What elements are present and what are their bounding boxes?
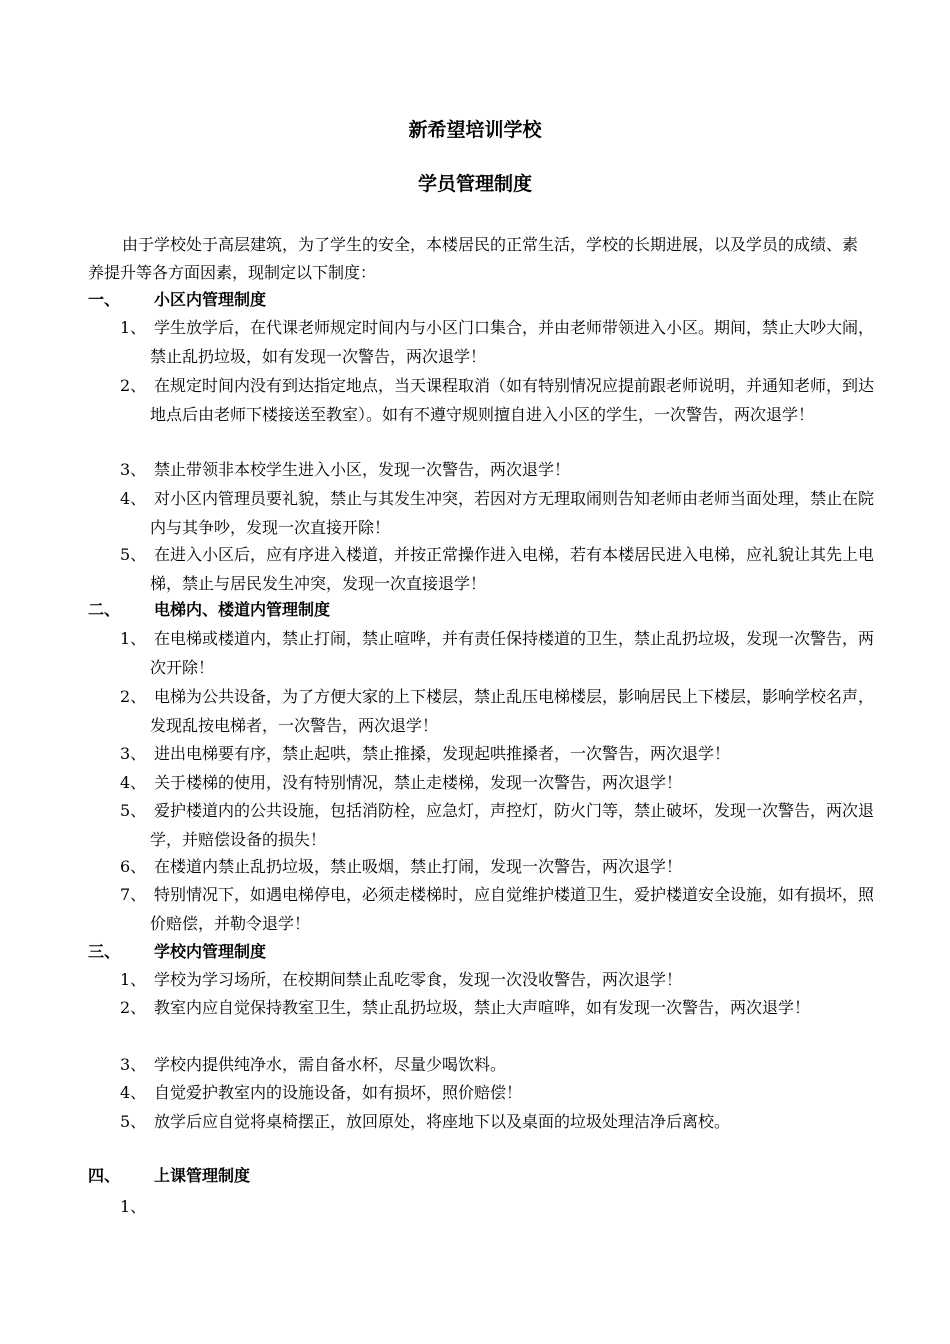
list-item [120,993,880,1022]
section-heading-1 [88,288,266,312]
list-item [120,852,880,881]
item-text: 自觉爱护教室内的设施设备，如有损坏，照价赔偿！ [154,1083,523,1102]
list-item [120,880,880,938]
item-number: 3、 [120,744,147,763]
list-item [120,371,880,429]
item-number: 4、 [120,1083,147,1102]
section-title: 学校内管理制度 [154,942,267,961]
list-item [120,540,880,598]
school-name: 新希望培训学校 [408,119,542,141]
list-item [120,1107,880,1136]
section-heading-3 [88,940,266,964]
section-title: 上课管理制度 [154,1166,251,1185]
item-text: 电梯为公共设备，为了方便大家的上下楼层，禁止乱压电梯楼层，影响居民上下楼层，影响学校名声，发现乱按电梯者，一次警告，两次退学！ [150,687,875,735]
section-number: 三、 [88,942,121,961]
list-item [120,313,880,371]
item-text: 在电梯或楼道内，禁止打闹，禁止喧哗，并有责任保持楼道的卫生，禁止乱扔垃圾，发现一次警告，两次开除！ [150,629,875,677]
list-item [120,796,880,854]
item-number: 2、 [120,376,147,395]
intro-paragraph: 由于学校处于高层建筑，为了学生的安全，本楼居民的正常生活，学校的长期进展，以及学员的成绩、素养提升等各方面因素，现制定以下制度： [88,235,859,282]
list-item [120,624,880,682]
list-item [120,682,880,740]
list-item [120,768,880,797]
item-text: 放学后应自觉将桌椅摆正，放回原处，将座地下以及桌面的垃圾处理洁净后离校。 [154,1112,731,1131]
item-text: 学生放学后，在代课老师规定时间内与小区门口集合，并由老师带领进入小区。期间，禁止大吵大闹，禁止乱扔垃圾，如有发现一次警告，两次退学！ [150,318,875,366]
section-title: 小区内管理制度 [154,290,267,309]
item-number: 4、 [120,773,147,792]
item-text: 在楼道内禁止乱扔垃圾，禁止吸烟，禁止打闹，发现一次警告，两次退学！ [154,857,683,876]
item-text: 禁止带领非本校学生进入小区，发现一次警告，两次退学！ [154,460,571,479]
item-number: 1、 [120,318,147,337]
item-text: 爱护楼道内的公共设施，包括消防栓，应急灯，声控灯，防火门等，禁止破坏，发现一次警告，两次退学，并赔偿设备的损失！ [150,801,875,849]
item-number: 1、 [120,629,147,648]
item-number: 2、 [120,998,147,1017]
item-number: 6、 [120,857,147,876]
section-number: 二、 [88,600,121,619]
item-text: 学校内提供纯净水，需自备水杯，尽量少喝饮料。 [154,1055,507,1074]
item-number: 5、 [120,801,147,820]
list-item [120,484,880,542]
section-number: 一、 [88,290,121,309]
item-text: 在进入小区后，应有序进入楼道，并按正常操作进入电梯，若有本楼居民进入电梯，应礼貌让其先上电梯，禁止与居民发生冲突，发现一次直接退学！ [150,545,875,593]
item-text: 学校为学习场所，在校期间禁止乱吃零食，发现一次没收警告，两次退学！ [154,970,683,989]
section-title: 电梯内、楼道内管理制度 [154,600,331,619]
item-number: 5、 [120,1112,147,1131]
item-number: 4、 [120,489,147,508]
item-number: 5、 [120,545,147,564]
list-item [120,455,880,484]
item-text: 对小区内管理员要礼貌，禁止与其发生冲突，若因对方无理取闹则告知老师由老师当面处理，禁止在院内与其争吵，发现一次直接开除！ [150,489,875,537]
item-text: 特别情况下，如遇电梯停电，必须走楼梯时，应自觉维护楼道卫生，爱护楼道安全设施，如有损坏，照价赔偿，并勒令退学！ [150,885,875,933]
item-text: 进出电梯要有序，禁止起哄，禁止推搡，发现起哄推搡者，一次警告，两次退学！ [154,744,731,763]
item-text: 在规定时间内没有到达指定地点，当天课程取消（如有特别情况应提前跟老师说明，并通知老师，到达地点后由老师下楼接送至教室）。如有不遵守规则擅自进入小区的学生，一次警告，两次退学！ [150,376,875,424]
section-heading-4 [88,1164,250,1188]
document-title: 学员管理制度 [417,173,532,195]
item-number: 3、 [120,460,147,479]
list-item [120,965,880,994]
item-number: 3、 [120,1055,147,1074]
list-item [120,1050,880,1079]
item-number: 7、 [120,885,147,904]
item-number: 1、 [120,970,147,989]
list-item [120,739,880,768]
item-number: 2、 [120,687,147,706]
section-number: 四、 [88,1166,121,1185]
section-heading-2 [88,598,330,622]
list-item [120,1078,880,1107]
item-number: 1、 [120,1197,147,1216]
item-text: 教室内应自觉保持教室卫生，禁止乱扔垃圾，禁止大声喧哗，如有发现一次警告，两次退学！ [154,998,811,1017]
item-text: 关于楼梯的使用，没有特别情况，禁止走楼梯，发现一次警告，两次退学！ [154,773,683,792]
